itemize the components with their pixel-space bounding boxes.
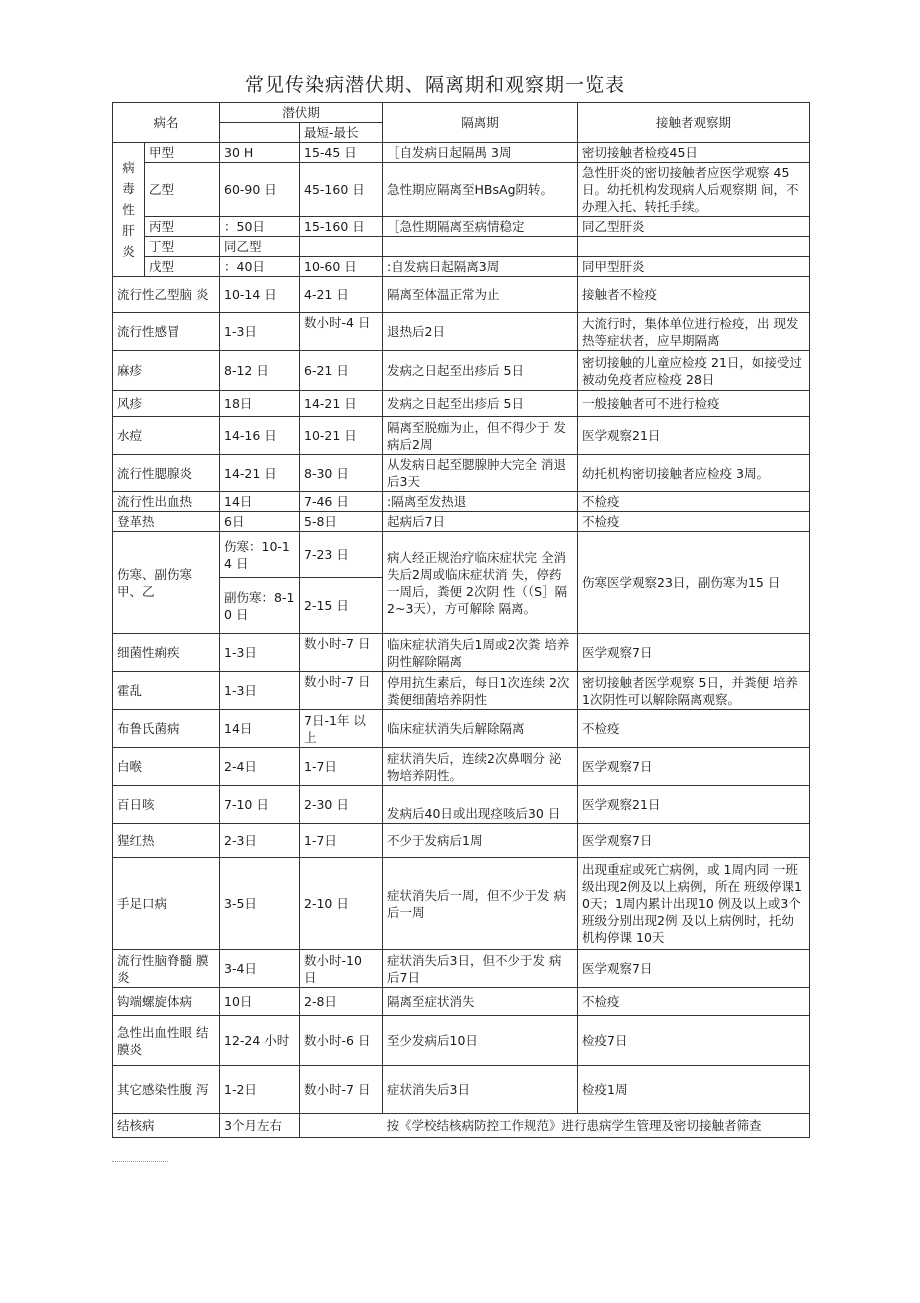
disease-name: 猩红热 [113,824,220,858]
incubation-typical: 18日 [220,391,300,417]
contact-observation: 检疫1周 [578,1066,810,1114]
table-row [113,417,810,455]
table-row [113,748,810,786]
contact-observation [578,237,810,257]
table-row [113,532,810,578]
contact-observation: 医学观察7日 [578,950,810,988]
isolation-period: 发病后40日或出现痉咳后30 日 [383,786,578,824]
incubation-range: 数小时-7 日 [300,672,383,710]
table-row [113,786,810,824]
incubation-typical: 60-90 日 [220,163,300,217]
incubation-typical: ：50日 [220,217,300,237]
contact-observation: 同甲型肝炎 [578,257,810,277]
header-disease: 病名 [113,103,220,143]
isolation-period: 症状消失后，连续2次鼻咽分 泌物培养阴性。 [383,748,578,786]
incubation-range: 2-8日 [300,988,383,1016]
table-row [113,1016,810,1066]
disease-name: 风疹 [113,391,220,417]
incubation-range: 数小时-4 日 [300,313,383,351]
incubation-typical: 2-3日 [220,824,300,858]
incubation-typical: 1-2日 [220,1066,300,1114]
incubation-range: 15-45 日 [300,143,383,163]
footer-divider [112,1161,168,1164]
incubation-typical: 14日 [220,492,300,512]
table-row [113,217,810,237]
table-row [113,1066,810,1114]
hepatitis-group-label: 病 毒 性 肝 炎 [113,143,145,277]
contact-observation: 密切接触者医学观察 5日，并粪便 培养1次阴性可以解除隔离观察。 [578,672,810,710]
isolation-period: 发病之日起至出疹后 5日 [383,351,578,391]
isolation-period: 隔离至脱痂为止，但不得少于 发病后2周 [383,417,578,455]
isolation-period: ［自发病日起隔禺 3周 [383,143,578,163]
contact-observation: 幼托机构密切接触者应检疫 3周。 [578,455,810,492]
disease-name: 丙型 [145,217,220,237]
isolation-period: ［急性期隔离至病情稳定 [383,217,578,237]
isolation-period: 起病后7日 [383,512,578,532]
disease-name: 流行性腮腺炎 [113,455,220,492]
incubation-range: 10-21 日 [300,417,383,455]
contact-observation: 大流行时，集体单位进行检疫，出 现发热等症状者，应早期隔离 [578,313,810,351]
table-row [113,858,810,950]
isolation-period: 隔离至体温正常为止 [383,277,578,313]
contact-observation: 医学观察21日 [578,417,810,455]
table-row [113,277,810,313]
incubation-typical: 3-5日 [220,858,300,950]
table-row [113,672,810,710]
disease-name: 登革热 [113,512,220,532]
disease-name: 流行性感冒 [113,313,220,351]
contact-observation: 不检疫 [578,710,810,748]
disease-name: 甲型 [145,143,220,163]
incubation-range: 8-30 日 [300,455,383,492]
contact-observation: 急性肝炎的密切接触者应医学观察 45日。幼托机构发现病人后观察期 间，不办理入托、转托手续。 [578,163,810,217]
isolation-period: 症状消失后3日 [383,1066,578,1114]
isolation-period: 不少于发病后1周 [383,824,578,858]
disease-name: 白喉 [113,748,220,786]
contact-observation: 医学观察7日 [578,824,810,858]
isolation-period: :自发病日起隔离3周 [383,257,578,277]
incubation-typical: ：40日 [220,257,300,277]
disease-table [112,102,810,1138]
table-row [113,492,810,512]
disease-name: 其它感染性腹 泻 [113,1066,220,1114]
isolation-period: 停用抗生素后，每日1次连续 2次粪便细菌培养阴性 [383,672,578,710]
contact-observation: 密切接触者检疫45日 [578,143,810,163]
isolation-period: 病人经正规治疗临床症状完 全消失后2周或临床症状消 失，停药一周后，粪便 2次阴 性（（S］隔2~3天），方可解除 隔离。 [383,532,578,634]
isolation-period: 临床症状消失后解除隔离 [383,710,578,748]
incubation-range: 7日-1年 以上 [300,710,383,748]
incubation-range: 数小时-7 日 [300,634,383,672]
disease-name: 戊型 [145,257,220,277]
incubation-typical: 3-4日 [220,950,300,988]
incubation-typical: 7-10 日 [220,786,300,824]
disease-name: 霍乱 [113,672,220,710]
incubation-typical: 1-3日 [220,313,300,351]
disease-name: 钩端螺旋体病 [113,988,220,1016]
incubation-range: 7-23 日 [300,532,383,578]
contact-observation: 出现重症或死亡病例，或 1周内同 一班级出现2例及以上病例，所在 班级停课10天；1周内累计出现10 例及以上或3个班级分别出现2例 及以上病例时，托幼机构停课 10天 [578,858,810,950]
incubation-range: 15-160 日 [300,217,383,237]
table-row [113,455,810,492]
contact-observation: 接触者不检疫 [578,277,810,313]
incubation-range: 7-46 日 [300,492,383,512]
contact-observation: 不检疫 [578,492,810,512]
tb-management-note: 按《学校结核病防控工作规范》进行患病学生管理及密切接触者筛查 [383,1114,810,1138]
incubation-typical: 10日 [220,988,300,1016]
contact-observation: 同乙型肝炎 [578,217,810,237]
header-typical-blank [220,123,300,143]
contact-observation: 医学观察21日 [578,786,810,824]
table-row [113,391,810,417]
isolation-period: 急性期应隔离至HBsAg阴转。 [383,163,578,217]
header-range: 最短-最长 [300,123,383,143]
table-row [113,1114,810,1138]
isolation-period: 发病之日起至出疹后 5日 [383,391,578,417]
isolation-period [383,237,578,257]
incubation-typical: 14-16 日 [220,417,300,455]
contact-observation: 医学观察7日 [578,748,810,786]
contact-observation: 密切接触的儿童应检疫 21日，如接受过被动免疫者应检疫 28日 [578,351,810,391]
disease-name: 流行性乙型脑 炎 [113,277,220,313]
disease-name: 布鲁氏菌病 [113,710,220,748]
disease-name: 乙型 [145,163,220,217]
incubation-range [300,237,383,257]
incubation-typical: 1-3日 [220,634,300,672]
disease-name: 水痘 [113,417,220,455]
incubation-range: 14-21 日 [300,391,383,417]
contact-observation: 检疫7日 [578,1016,810,1066]
header-contact: 接触者观察期 [578,103,810,143]
table-row [113,237,810,257]
disease-name: 手足口病 [113,858,220,950]
table-row [113,824,810,858]
table-row [113,710,810,748]
table-row [113,351,810,391]
table-row [113,634,810,672]
disease-name: 流行性出血热 [113,492,220,512]
table-row [113,950,810,988]
incubation-typical: 1-3日 [220,672,300,710]
incubation-range: 数小时-6 日 [300,1016,383,1066]
table-row [113,143,810,163]
header-incubation: 潜伏期 [220,103,383,123]
contact-observation: 伤寒医学观察23日，副伤寒为15 日 [578,532,810,634]
incubation-range: 4-21 日 [300,277,383,313]
page-title: 常见传染病潜伏期、隔离期和观察期一览表 [244,74,625,96]
incubation-typical: 3个月左右 [220,1114,300,1138]
incubation-range: 1-7日 [300,824,383,858]
incubation-typical: 6日 [220,512,300,532]
isolation-period: 从发病日起至腮腺肿大完全 消退后3天 [383,455,578,492]
table-row [113,988,810,1016]
isolation-period: 症状消失后一周，但不少于发 病后一周 [383,858,578,950]
incubation-range [300,1114,383,1138]
isolation-period: 至少发病后10日 [383,1016,578,1066]
disease-name: 麻疹 [113,351,220,391]
incubation-typical: 伤寒：10-14 日 [220,532,300,578]
contact-observation: 不检疫 [578,512,810,532]
isolation-period: :隔离至发热退 [383,492,578,512]
incubation-typical: 10-14 日 [220,277,300,313]
incubation-typical: 同乙型 [220,237,300,257]
incubation-typical: 8-12 日 [220,351,300,391]
incubation-range: 6-21 日 [300,351,383,391]
disease-name: 百日咳 [113,786,220,824]
disease-name: 急性出血性眼 结膜炎 [113,1016,220,1066]
isolation-period: 退热后2日 [383,313,578,351]
contact-observation: 医学观察7日 [578,634,810,672]
header-row [113,103,810,123]
contact-observation: 一般接触者可不进行检疫 [578,391,810,417]
incubation-range: 数小时-7 日 [300,1066,383,1114]
table-row [113,512,810,532]
incubation-range: 数小时-10 日 [300,950,383,988]
incubation-range: 5-8日 [300,512,383,532]
incubation-typical: 30 H [220,143,300,163]
table-row [113,163,810,217]
disease-name: 丁型 [145,237,220,257]
table-row [113,257,810,277]
incubation-range: 1-7日 [300,748,383,786]
incubation-range: 2-15 日 [300,578,383,634]
isolation-period: 临床症状消失后1周或2次粪 培养阴性解除隔离 [383,634,578,672]
disease-name: 结核病 [113,1114,220,1138]
table-row [113,313,810,351]
incubation-range: 2-10 日 [300,858,383,950]
incubation-range: 45-160 日 [300,163,383,217]
incubation-range: 2-30 日 [300,786,383,824]
incubation-typical: 12-24 小时 [220,1016,300,1066]
isolation-period: 症状消失后3日，但不少于发 病后7日 [383,950,578,988]
incubation-typical: 14日 [220,710,300,748]
incubation-typical: 14-21 日 [220,455,300,492]
header-isolation: 隔离期 [383,103,578,143]
disease-name: 细菌性痢疾 [113,634,220,672]
incubation-range: 10-60 日 [300,257,383,277]
incubation-typical: 2-4日 [220,748,300,786]
incubation-typical: 副伤寒：8-10 日 [220,578,300,634]
disease-name: 伤寒、副伤寒 甲、乙 [113,532,220,634]
isolation-period: 隔离至症状消失 [383,988,578,1016]
contact-observation: 不检疫 [578,988,810,1016]
disease-name: 流行性脑脊髓 膜炎 [113,950,220,988]
